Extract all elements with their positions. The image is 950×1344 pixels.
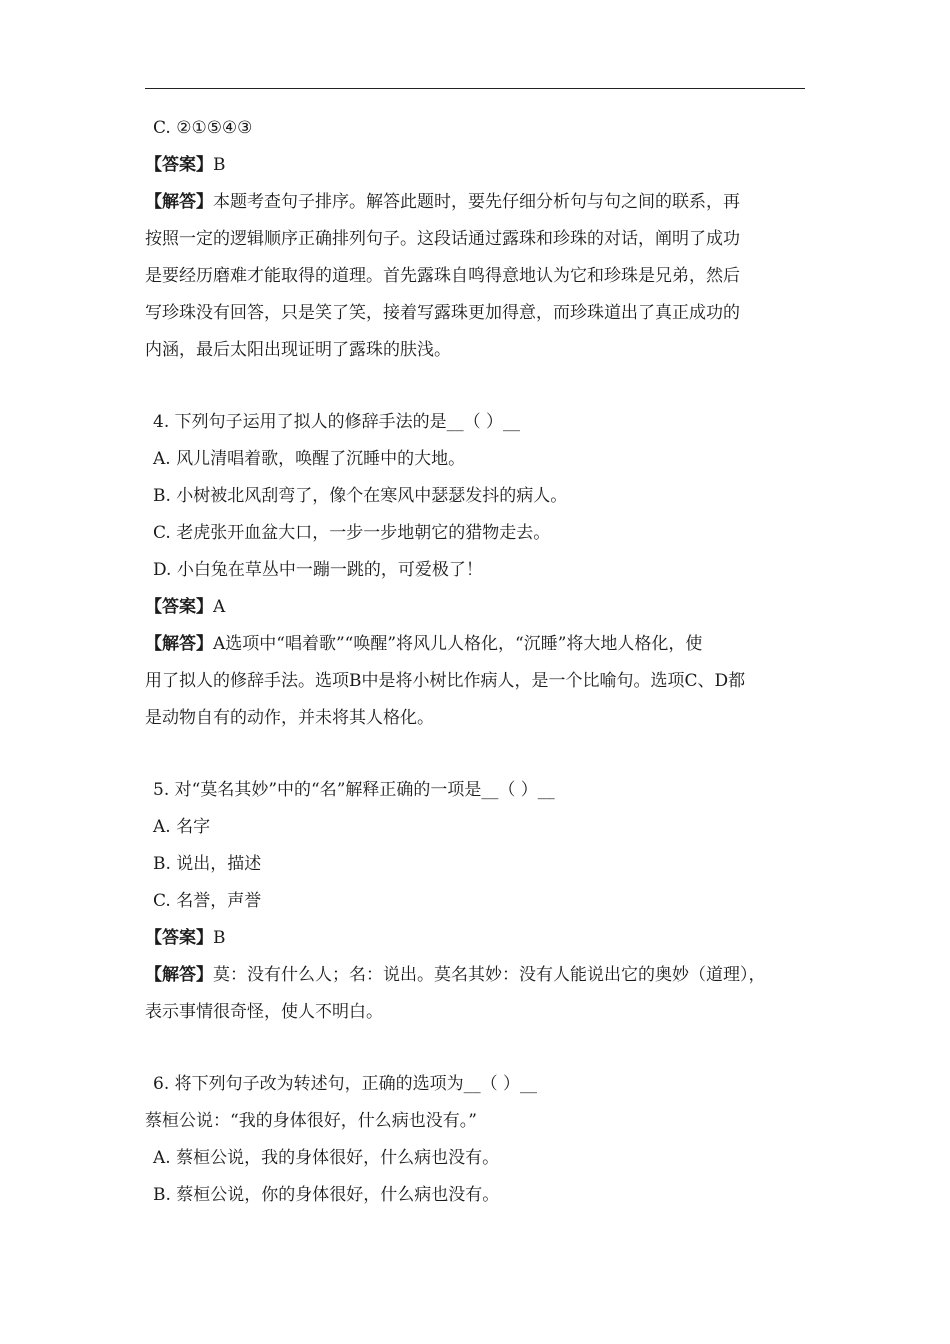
explain-label: 【解答】: [145, 965, 213, 985]
q4-option-d: D. 小白兔在草丛中一蹦一跳的，可爱极了！: [153, 560, 483, 580]
q4-explanation-line-3: 是动物自有的动作，并未将其人格化。: [145, 708, 434, 728]
q4-answer: [145, 589, 805, 626]
q4-option-b: B. 小树被北风刮弯了，像个在寒风中瑟瑟发抖的病人。: [153, 486, 568, 506]
q4-option-c: C. 老虎张开血盆大口，一步一步地朝它的猎物走去。: [153, 523, 551, 543]
answer-label: 【答案】: [145, 597, 213, 617]
q5-explanation-line-2: 表示事情很奇怪，使人不明白。: [145, 1002, 383, 1022]
explain-label: 【解答】: [145, 634, 213, 654]
q3-explanation-line-5: 内涵，最后太阳出现证明了露珠的肤浅。: [145, 340, 451, 360]
q6-option-a: A. 蔡桓公说，我的身体很好，什么病也没有。: [153, 1148, 500, 1168]
q5-option-b: B. 说出，描述: [153, 854, 262, 874]
q5-answer: [145, 920, 805, 957]
q3-explanation-line-3: 是要经历磨难才能取得的道理。首先露珠自鸣得意地认为它和珍珠是兄弟，然后: [145, 266, 740, 286]
answer-value: B: [213, 155, 226, 175]
q5-explanation-line-1: 【解答】莫：没有什么人；名：说出。莫名其妙：没有人能说出它的奥妙（道理），: [145, 965, 766, 985]
header-rule: [145, 88, 805, 89]
q5-stem: 5. 对“莫名其妙”中的“名”解释正确的一项是__（ ）__: [153, 780, 555, 800]
answer-value: A: [213, 597, 226, 617]
answer-label: 【答案】: [145, 928, 213, 948]
q5-option-c: C. 名誉，声誉: [153, 891, 262, 911]
q4-explanation-line-2: 用了拟人的修辞手法。选项B中是将小树比作病人，是一个比喻句。选项C、D都: [145, 671, 746, 691]
q6-quote: 蔡桓公说：“我的身体很好，什么病也没有。”: [145, 1111, 477, 1131]
q4-stem: 4. 下列句子运用了拟人的修辞手法的是__（ ）__: [153, 412, 521, 432]
q3-explanation-line-1: 【解答】本题考查句子排序。解答此题时，要先仔细分析句与句之间的联系，再: [145, 192, 740, 212]
document-body: [145, 110, 805, 1214]
answer-label: 【答案】: [145, 155, 213, 175]
answer-value: B: [213, 928, 226, 948]
explain-label: 【解答】: [145, 192, 213, 212]
q3-option-c: C. ②①⑤④③: [153, 118, 253, 138]
q3-explanation-line-4: 写珍珠没有回答，只是笑了笑，接着写露珠更加得意，而珍珠道出了真正成功的: [145, 303, 740, 323]
q3-answer: [145, 147, 805, 184]
spacer: [145, 369, 805, 404]
q5-option-a: A. 名字: [153, 817, 211, 837]
spacer: [145, 1031, 805, 1066]
q6-stem: 6. 将下列句子改为转述句，正确的选项为__（ ）__: [153, 1074, 538, 1094]
q3-explanation-line-2: 按照一定的逻辑顺序正确排列句子。这段话通过露珠和珍珠的对话，阐明了成功: [145, 229, 740, 249]
q6-option-b: B. 蔡桓公说，你的身体很好，什么病也没有。: [153, 1185, 500, 1205]
q4-option-a: A. 风儿清唱着歌，唤醒了沉睡中的大地。: [153, 449, 466, 469]
spacer: [145, 737, 805, 772]
q4-explanation-line-1: 【解答】A选项中“唱着歌”“唤醒”将风儿人格化，“沉睡”将大地人格化，使: [145, 634, 703, 654]
